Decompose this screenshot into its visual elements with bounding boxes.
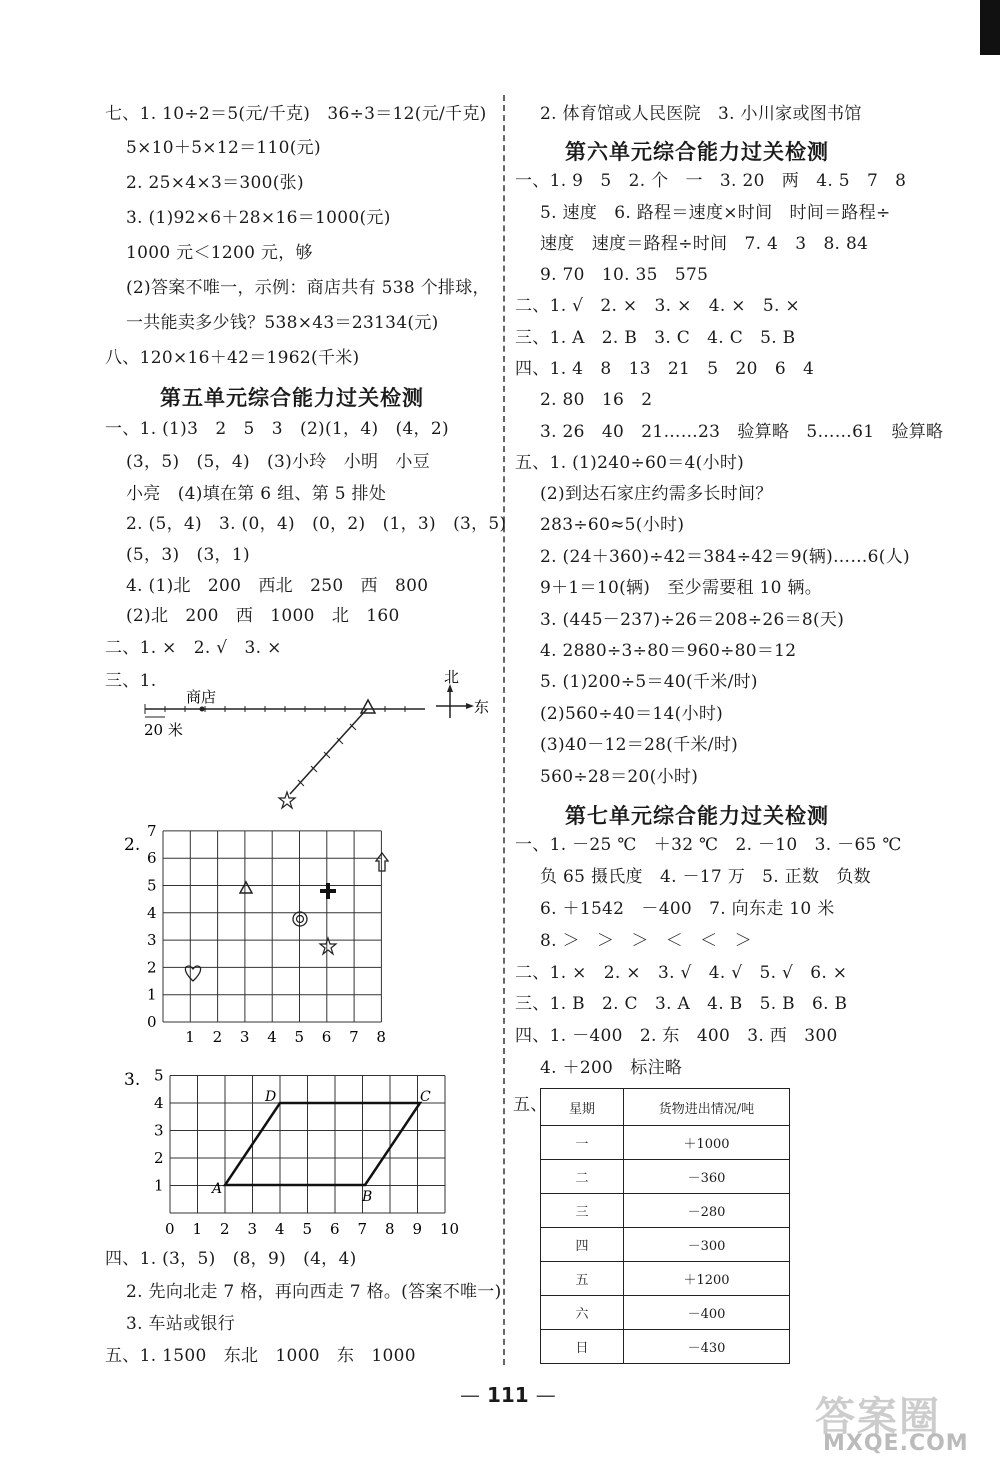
y-tick-label: 5 (147, 876, 157, 895)
answer-line: 速度 速度＝路程÷时间 7. 4 3 8. 84 (540, 234, 869, 254)
y-tick-label: 3 (147, 931, 157, 950)
goods-value-cell: －300 (624, 1228, 790, 1262)
coordinate-grid-1 (0, 825, 505, 1055)
unit5-title: 第五单元综合能力过关检测 (160, 386, 424, 410)
answer-line: 3. 车站或银行 (126, 1314, 236, 1334)
answer-line: 七、1. 10÷2＝5(元/千克) 36÷3＝12(元/千克) (105, 104, 487, 124)
y-tick-label: 6 (147, 849, 157, 868)
answer-line: 5×10＋5×12＝110(元) (126, 138, 321, 158)
x-tick-label: 1 (192, 1220, 203, 1238)
answer-line: 二、1. × 2. × 3. √ 4. √ 5. √ 6. × (515, 963, 848, 983)
answer-line: 3. 26 40 21……23 验算略 5……61 验算略 (540, 422, 944, 442)
answer-line: 三、1. B 2. C 3. A 4. B 5. B 6. B (515, 994, 848, 1014)
y-tick-label: 1 (147, 985, 157, 1004)
answer-line: (2)到达石家庄约需多长时间？ (540, 484, 773, 504)
unit6-title: 第六单元综合能力过关检测 (565, 140, 829, 164)
x-tick-label: 7 (357, 1220, 368, 1238)
answer-line: 4. ＋200 标注略 (540, 1058, 683, 1078)
vertex-label-d: D (265, 1089, 277, 1105)
table-row (541, 1296, 790, 1330)
x-tick-label: 2 (220, 1220, 230, 1238)
x-tick-label: 4 (275, 1220, 285, 1238)
answer-line: (2)答案不唯一，示例：商店共有 538 个排球， (126, 278, 490, 298)
weekday-cell: 六 (541, 1296, 624, 1330)
x-tick-label: 3 (239, 1028, 250, 1046)
answer-line: 3. (1)92×6＋28×16＝1000(元) (126, 208, 391, 228)
answer-line: 一、1. 9 5 2. 个 一 3. 20 两 4. 5 7 8 (515, 171, 907, 191)
answer-line: 2. 80 16 2 (540, 390, 653, 410)
vertex-label-a: A (212, 1181, 223, 1197)
answer-line: 一、1. (1)3 2 5 3 (2)(1，4) (4，2) (105, 419, 449, 439)
star-icon (279, 792, 295, 808)
answer-line: 五、1. (1)240÷60＝4(小时) (515, 453, 745, 473)
page-dash-right: — (535, 1383, 556, 1407)
y-tick-label: 7 (147, 825, 157, 840)
answer-line: (3，5) (5，4) (3)小玲 小明 小豆 (126, 452, 431, 472)
x-tick-label: 5 (294, 1028, 305, 1046)
table-row (541, 1228, 790, 1262)
answer-line: 5. 速度 6. 路程＝速度×时间 时间＝路程÷ (540, 203, 891, 223)
direction-map-figure (0, 660, 505, 820)
x-tick-label: 3 (247, 1220, 258, 1238)
answer-line: 9＋1＝10(辆) 至少需要租 10 辆。 (540, 578, 823, 598)
x-tick-label: 8 (385, 1220, 395, 1238)
table-row (541, 1126, 790, 1160)
x-tick-label: 7 (349, 1028, 359, 1046)
x-tick-label: 6 (321, 1028, 332, 1046)
x-tick-label: 0 (165, 1220, 175, 1238)
answer-line: 4. (1)北 200 西北 250 西 800 (126, 576, 429, 596)
y-tick-label: 1 (154, 1176, 164, 1195)
answer-line: 3. (445－237)÷26＝208÷26＝8(天) (540, 610, 845, 630)
north-label: 北 (444, 668, 460, 686)
answer-line: 五、1. 1500 东北 1000 东 1000 (105, 1346, 416, 1366)
answer-line: 2. 先向北走 7 格，再向西走 7 格。(答案不唯一) (126, 1282, 502, 1302)
answer-line: (3)40－12＝28(千米/时) (540, 735, 739, 755)
y-tick-label: 2 (154, 1149, 164, 1167)
watermark-main: 答案圈 (815, 1394, 941, 1440)
page-dash-left: — (460, 1383, 480, 1407)
scale-label: 20 米 (144, 721, 183, 739)
weekday-cell: 四 (541, 1228, 624, 1262)
weekday-cell: 二 (541, 1160, 624, 1194)
answer-line: (5，3) (3，1) (126, 545, 250, 565)
watermark-sub: MXQE.COM (823, 1431, 969, 1456)
parallelogram-shape (225, 1103, 420, 1185)
answer-line: 2. (24＋360)÷42＝384÷42＝9(辆)……6(人) (540, 547, 910, 567)
weekday-cell: 五 (541, 1262, 624, 1296)
answer-line: 三、1. A 2. B 3. C 4. C 5. B (515, 328, 796, 348)
x-tick-label: 1 (185, 1028, 195, 1046)
x-tick-label: 2 (212, 1028, 223, 1046)
x-tick-label: 4 (267, 1028, 277, 1046)
answer-line: 283÷60≈5(小时) (540, 515, 685, 535)
goods-value-cell: －430 (624, 1330, 790, 1364)
answer-line: 560÷28＝20(小时) (540, 767, 699, 787)
answer-line: 三、1. (105, 671, 157, 691)
table-row (541, 1262, 790, 1296)
answer-line: (2)560÷40＝14(小时) (540, 704, 724, 724)
grid2-question-label: 3. (124, 1070, 141, 1090)
answer-line: 一共能卖多少钱？538×43＝23134(元) (126, 313, 439, 333)
page-number-value: 111 (486, 1383, 529, 1407)
shop-label: 商店 (186, 688, 217, 706)
triangle-icon (240, 882, 252, 893)
answer-line: 6. ＋1542 －400 7. 向东走 10 米 (540, 899, 835, 919)
east-label: 东 (474, 698, 490, 716)
answer-line: 2. (5，4) 3. (0，4) (0，2) (1，3) (3，5) (126, 514, 507, 534)
x-tick-label: 5 (302, 1220, 313, 1238)
answer-line: 8. ＞ ＞ ＞ ＜ ＜ ＞ (540, 931, 752, 951)
answer-line: 负 65 摄氏度 4. －17 万 5. 正数 负数 (540, 867, 871, 887)
answer-line: 二、1. × 2. √ 3. × (105, 638, 282, 658)
unit7-title: 第七单元综合能力过关检测 (565, 804, 829, 828)
answer-line: 9. 70 10. 35 575 (540, 265, 709, 285)
y-tick-label: 4 (147, 903, 157, 922)
x-tick-label: 8 (376, 1028, 386, 1046)
table-question-label: 五、 (513, 1095, 548, 1115)
goods-value-cell: －400 (624, 1296, 790, 1330)
y-tick-label: 2 (147, 958, 157, 977)
vertex-label-b: B (362, 1189, 373, 1205)
goods-table (540, 1088, 790, 1364)
goods-value-cell: －360 (624, 1160, 790, 1194)
left-column (0, 0, 505, 1400)
answer-line: 2. 25×4×3＝300(张) (126, 173, 304, 193)
weekday-cell: 三 (541, 1194, 624, 1228)
heart-icon (185, 966, 200, 981)
answer-line: 四、1. (3，5) (8，9) (4，4) (105, 1249, 357, 1269)
triangle-icon (361, 700, 375, 713)
header-weekday: 星期 (541, 1089, 624, 1126)
x-tick-label: 10 (440, 1220, 460, 1238)
y-tick-label: 3 (154, 1121, 164, 1140)
table-row (541, 1330, 790, 1364)
answer-line: 二、1. √ 2. × 3. × 4. × 5. × (515, 296, 800, 316)
answer-line: (2)北 200 西 1000 北 160 (126, 606, 400, 626)
coordinate-grid-2 (0, 1065, 505, 1240)
goods-value-cell: ＋1200 (624, 1262, 790, 1296)
x-tick-label: 6 (330, 1220, 340, 1238)
answer-line: 四、1. －400 2. 东 400 3. 西 300 (515, 1026, 838, 1046)
table-row (541, 1194, 790, 1228)
table-row (541, 1160, 790, 1194)
watermark (815, 1385, 995, 1465)
goods-value-cell: －280 (624, 1194, 790, 1228)
arrow-up-icon (376, 853, 388, 871)
y-tick-label: 4 (154, 1094, 164, 1112)
answer-line: 四、1. 4 8 13 21 5 20 6 4 (515, 359, 815, 379)
answer-line: 八、120×16＋42＝1962(千米) (105, 348, 360, 368)
weekday-cell: 日 (541, 1330, 624, 1364)
answer-line: 1000 元＜1200 元，够 (126, 243, 313, 263)
answer-line: 小亮 (4)填在第 6 组、第 5 排处 (126, 484, 387, 504)
corner-edge-mark (980, 0, 1000, 55)
answer-line: 2. 体育馆或人民医院 3. 小川家或图书馆 (540, 104, 862, 124)
y-tick-label: 0 (147, 1013, 157, 1031)
weekday-cell: 一 (541, 1126, 624, 1160)
answer-line: 一、1. －25 ℃ ＋32 ℃ 2. －10 3. －65 ℃ (515, 835, 902, 855)
answer-line: 5. (1)200÷5＝40(千米/时) (540, 672, 758, 692)
header-goods: 货物进出情况/吨 (624, 1089, 790, 1126)
y-tick-label: 5 (154, 1066, 164, 1085)
grid1-question-label: 2. (124, 835, 141, 855)
shop-point (200, 707, 205, 712)
vertex-label-c: C (420, 1089, 431, 1105)
answer-line: 4. 2880÷3÷80＝960÷80＝12 (540, 641, 797, 661)
x-tick-label: 9 (412, 1220, 423, 1238)
goods-value-cell: ＋1000 (624, 1126, 790, 1160)
page-number (460, 1383, 556, 1407)
table-header-row (541, 1089, 790, 1126)
